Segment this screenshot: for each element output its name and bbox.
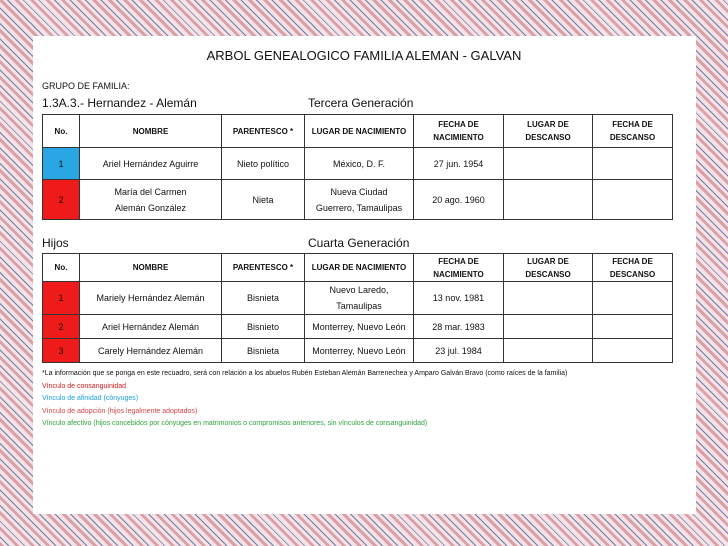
nombre-cell: Mariely Hernández Alemán [80, 282, 222, 315]
family-group-label: GRUPO DE FAMILIA: [42, 81, 130, 91]
document-title: ARBOL GENEALOGICO FAMILIA ALEMAN - GALVAN [206, 48, 522, 63]
nombre-cell: María del Carmen Alemán González [80, 180, 222, 220]
row-number-cell: 3 [43, 339, 80, 363]
fecha-descanso-cell [593, 282, 673, 315]
row-number-cell: 2 [43, 315, 80, 339]
lugar-descanso-cell [504, 339, 593, 363]
fecha-descanso-cell [593, 148, 673, 180]
nombre-cell: Ariel Hernández Aguirre [80, 148, 222, 180]
lugar-descanso-cell [504, 315, 593, 339]
row-number-cell: 1 [43, 282, 80, 315]
header-lugar-nacimiento: LUGAR DE NACIMIENTO [305, 254, 414, 282]
fecha-descanso-cell [593, 315, 673, 339]
fecha-nacimiento-cell: 20 ago. 1960 [414, 180, 504, 220]
fourth-generation-table [42, 253, 673, 363]
section1-family-name: 1.3A.3.- Hernandez - Alemán [42, 96, 197, 110]
nombre-cell: Carely Hernández Alemán [80, 339, 222, 363]
lugar-nacimiento-cell: Nuevo Laredo, Tamaulipas [305, 282, 414, 315]
table-row [43, 148, 673, 180]
note-adopcion: Vínculo de adopción (hijos legalmente adoptados) [42, 407, 198, 415]
parentesco-cell: Nieto político [222, 148, 305, 180]
header-lugar-descanso: LUGAR DE DESCANSO [504, 115, 593, 148]
header-fecha-nacimiento: FECHA DE NACIMIENTO [414, 115, 504, 148]
parentesco-cell: Nieta [222, 180, 305, 220]
lugar-nacimiento-cell: Monterrey, Nuevo León [305, 339, 414, 363]
header-no: No. [43, 115, 80, 148]
header-parentesco: PARENTESCO * [222, 115, 305, 148]
section2-label: Hijos [42, 236, 69, 250]
table-row [43, 339, 673, 363]
header-fecha-descanso: FECHA DE DESCANSO [593, 115, 673, 148]
note-afinidad: Vínculo de afinidad (cónyuges) [42, 395, 139, 402]
lugar-nacimiento-cell: Monterrey, Nuevo León [305, 315, 414, 339]
table-header-row [43, 254, 673, 282]
lugar-descanso-cell [504, 148, 593, 180]
table-row [43, 180, 673, 220]
row-number-cell: 1 [43, 148, 80, 180]
header-lugar-descanso: LUGAR DE DESCANSO [504, 254, 593, 282]
section2-generation: Cuarta Generación [308, 236, 410, 250]
table-row [43, 315, 673, 339]
note-info: *La información que se ponga en este recuadro, será con relación a los abuelos Rubén Esteban Alemán Barrenechea y Amparo Galván Bravo (como raíces de la familia) [42, 370, 568, 377]
note-consanguinidad: Vínculo de consanguinidad [42, 382, 127, 390]
header-parentesco: PARENTESCO * [222, 254, 305, 282]
fecha-nacimiento-cell: 28 mar. 1983 [414, 315, 504, 339]
section1-generation: Tercera Generación [308, 96, 414, 110]
table-row [43, 282, 673, 315]
legend-notes [42, 368, 567, 431]
header-lugar-nacimiento: LUGAR DE NACIMIENTO [305, 115, 414, 148]
fecha-descanso-cell [593, 339, 673, 363]
table-header-row [43, 115, 673, 148]
fecha-descanso-cell [593, 180, 673, 220]
header-no: No. [43, 254, 80, 282]
header-fecha-descanso: FECHA DE DESCANSO [593, 254, 673, 282]
parentesco-cell: Bisnieta [222, 282, 305, 315]
lugar-nacimiento-cell: Nueva Ciudad Guerrero, Tamaulipas [305, 180, 414, 220]
fecha-nacimiento-cell: 13 nov. 1981 [414, 282, 504, 315]
header-nombre: NOMBRE [80, 254, 222, 282]
header-nombre: NOMBRE [80, 115, 222, 148]
third-generation-table [42, 114, 673, 220]
row-number-cell: 2 [43, 180, 80, 220]
header-fecha-nacimiento: FECHA DE NACIMIENTO [414, 254, 504, 282]
nombre-cell: Ariel Hernández Alemán [80, 315, 222, 339]
fecha-nacimiento-cell: 27 jun. 1954 [414, 148, 504, 180]
fecha-nacimiento-cell: 23 jul. 1984 [414, 339, 504, 363]
parentesco-cell: Bisnieto [222, 315, 305, 339]
note-afectivo: Vínculo afectivo (hijos concebidos por cónyuges en matrimonios o compromisos anteriores, sin vínculos de consanguinidad) [42, 420, 428, 427]
lugar-descanso-cell [504, 180, 593, 220]
lugar-nacimiento-cell: México, D. F. [305, 148, 414, 180]
lugar-descanso-cell [504, 282, 593, 315]
parentesco-cell: Bisnieta [222, 339, 305, 363]
